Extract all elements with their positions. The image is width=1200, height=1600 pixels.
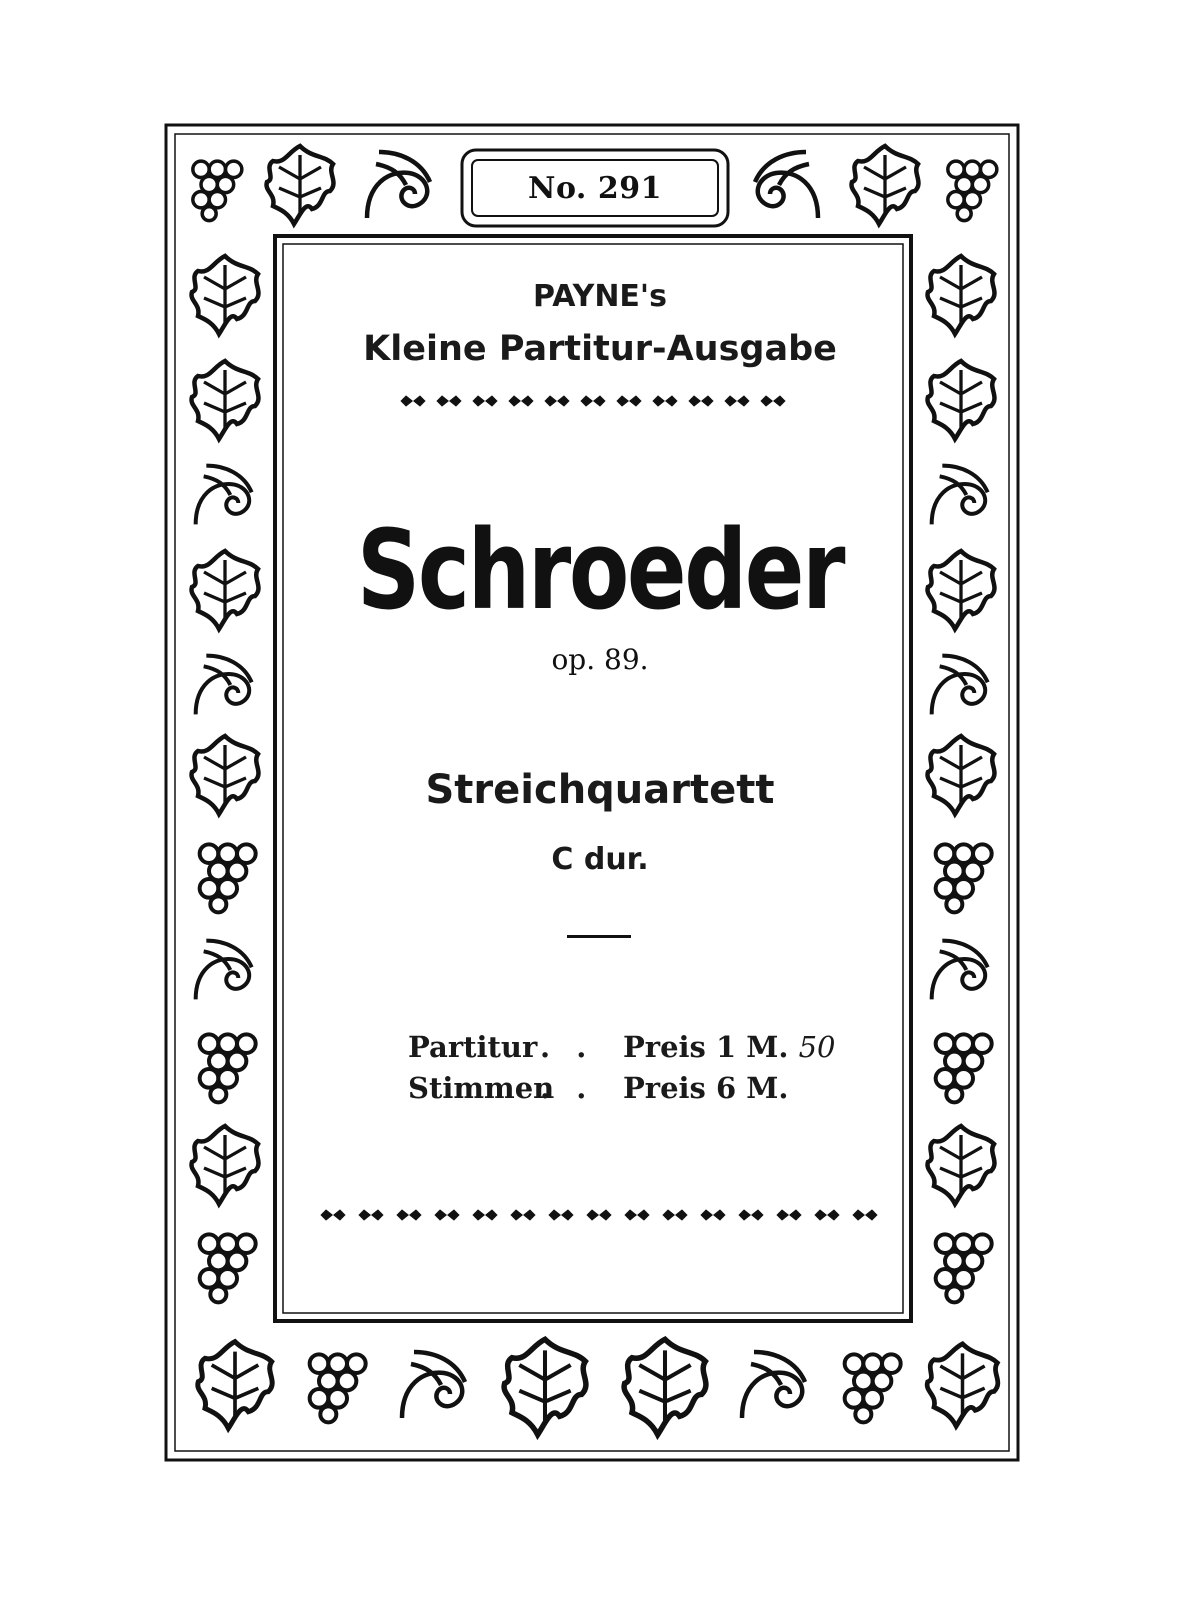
key-signature: C dur. [551, 842, 649, 877]
work-title: Streichquartett [425, 767, 775, 813]
price-item-label: Partitur [408, 1030, 538, 1064]
price-handwritten-amount: 50 [798, 1030, 836, 1064]
border-right [928, 256, 995, 1302]
publisher-name: PAYNE's [533, 279, 667, 314]
series-title: Kleine Partitur-Ausgabe [363, 329, 837, 369]
price-leader-dots: . . [540, 1071, 595, 1105]
border-bottom [198, 1339, 998, 1434]
border-left [192, 256, 259, 1302]
catalog-number: No. 291 [528, 170, 662, 206]
price-item-label: Stimmen [408, 1071, 555, 1105]
composer-name: Schroeder [356, 506, 844, 634]
divider-rule [567, 935, 631, 938]
opus-number: op. 89. [551, 643, 649, 676]
price-value: Preis 6 M. [623, 1071, 789, 1105]
price-leader-dots: . . [540, 1030, 595, 1064]
price-value: Preis 1 M. 50 [623, 1030, 836, 1064]
